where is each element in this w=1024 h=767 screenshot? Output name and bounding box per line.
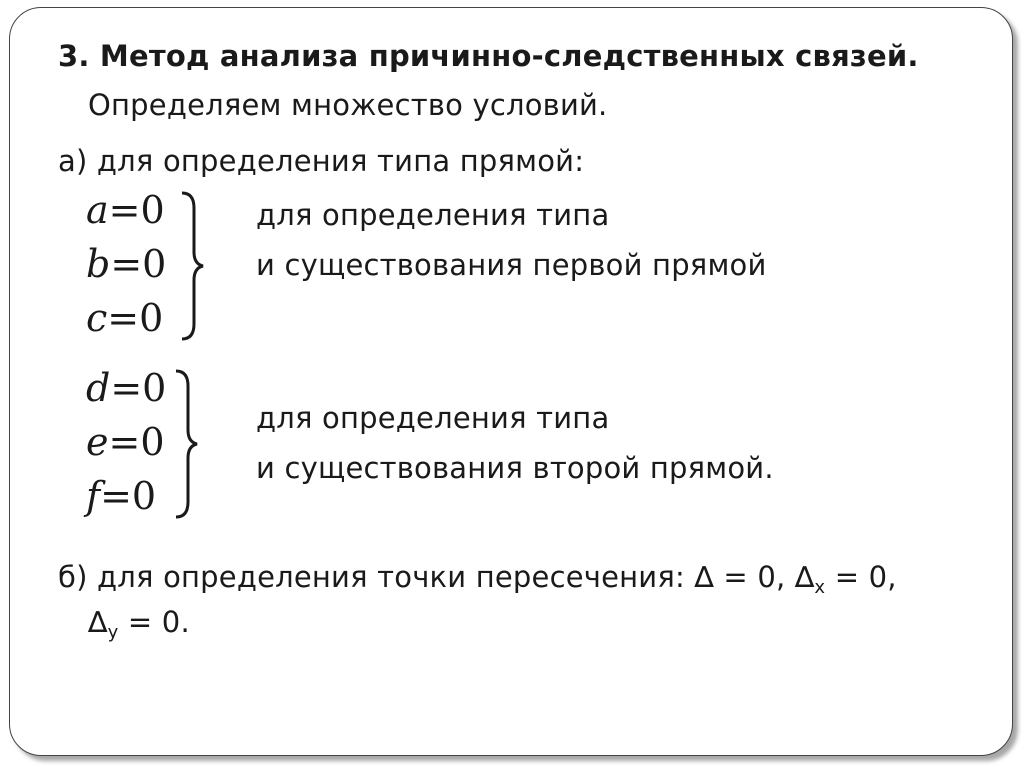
delta-symbol: ∆ [694, 560, 714, 594]
slide-heading: 3. Метод анализа причинно-следственных связей. [58, 39, 919, 73]
group1-desc-line2: и существования первой прямой [256, 248, 767, 282]
delta-x-symbol: ∆ [794, 560, 815, 594]
part-a-label: а) для определения типа прямой: [58, 144, 585, 178]
equation-f: f=0 [86, 474, 157, 518]
right-brace-1 [178, 190, 208, 342]
group2-desc-line1: для определения типа [256, 401, 610, 435]
part-b-line2: $\Delta_y = 0$. [88, 605, 190, 643]
equation-c: c=0 [86, 296, 164, 340]
part-b-line1: б) для определения точки пересечения: ∆ = 0, $\Delta_x = 0$, [58, 560, 897, 598]
equation-a: a=0 [86, 188, 165, 232]
slide-subheading: Определяем множество условий. [88, 88, 608, 122]
group2-desc-line2: и существования второй прямой. [256, 451, 774, 485]
equation-d: d=0 [86, 366, 167, 410]
equation-b: b=0 [86, 242, 167, 286]
group1-desc-line1: для определения типа [256, 198, 610, 232]
equation-e: e=0 [86, 420, 165, 464]
right-brace-2 [172, 368, 202, 520]
delta-y-symbol: ∆ [88, 605, 108, 639]
